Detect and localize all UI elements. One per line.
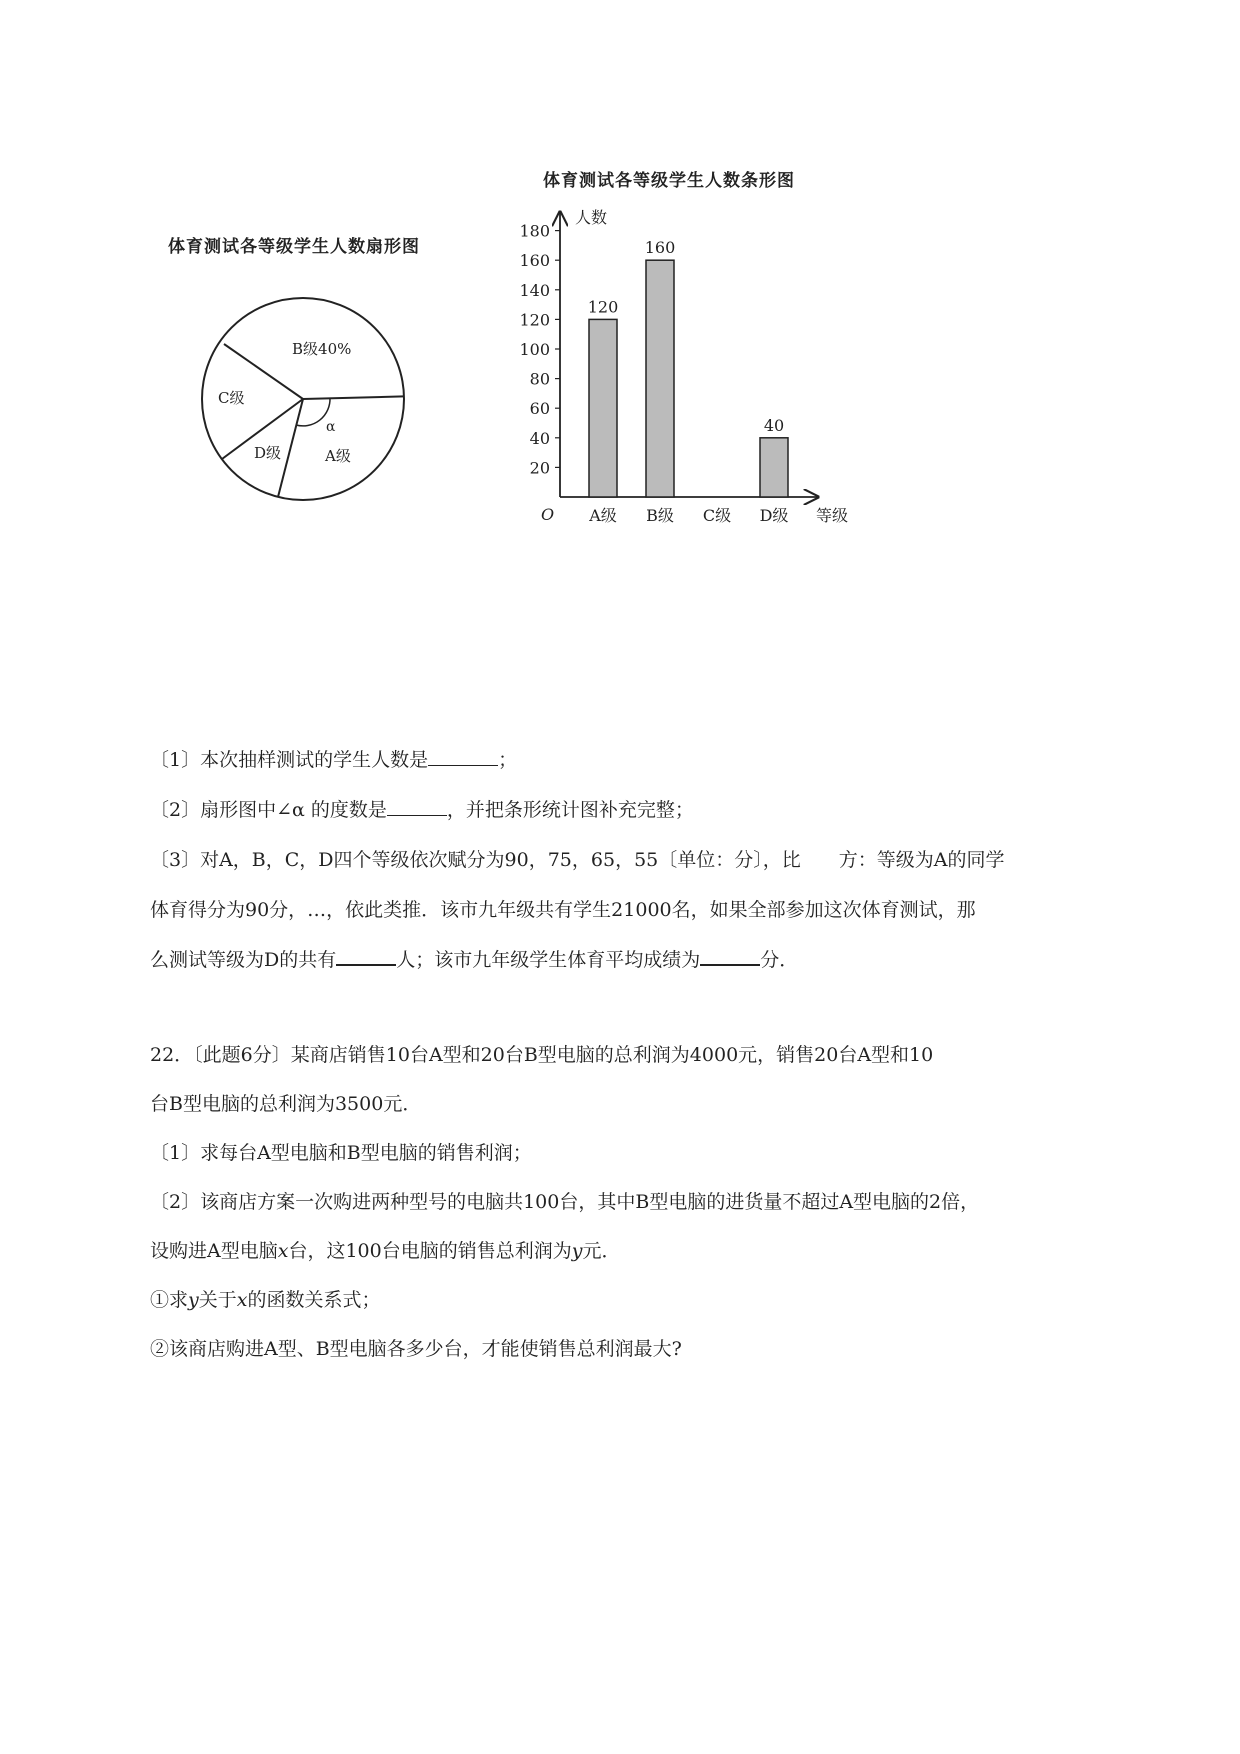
pie-label-a: A级 [325, 447, 351, 465]
q22-part2-line2 [150, 1237, 620, 1265]
y-tick-label: 140 [519, 280, 550, 300]
q22-subpart-a [150, 1286, 381, 1314]
x-axis-label: 等级 [816, 506, 849, 525]
q21-part1-end: ； [498, 749, 518, 771]
bar-chart [0, 0, 1240, 600]
q21-part3-text: 么测试等级为D的共有 [150, 949, 337, 971]
pie-chart-title: 体育测试各等级学生人数扇形图 [168, 237, 420, 257]
q21-part3-line3 [150, 946, 798, 974]
x-category-label: C级 [702, 506, 732, 525]
q22-part2-end: 元． [582, 1240, 621, 1262]
y-tick-label: 180 [519, 221, 550, 241]
var-y: y [188, 1289, 199, 1311]
q21-part3-mid: 人；该市九年级学生体育平均成绩为 [396, 949, 701, 971]
bar-chart-title: 体育测试各等级学生人数条形图 [543, 171, 795, 191]
q21-part3-line1: 〔3〕对A，B，C，D四个等级依次赋分为90，75，65，55〔单位：分〕，比 方：等级为A的同学 [150, 849, 1005, 871]
answer-blank [428, 747, 498, 766]
pie-label-alpha: α [326, 419, 336, 435]
q21-part3-line2: 体育得分为90分，…，依此类推．该市九年级共有学生21000名，如果全部参加这次体育测试，那 [150, 899, 976, 921]
q22-a-end: 的函数关系式； [247, 1289, 381, 1311]
answer-blank [387, 797, 447, 816]
q22-part2-line1: 〔2〕该商店方案一次购进两种型号的电脑共100台，其中B型电脑的进货量不超过A型电脑的2倍， [150, 1191, 980, 1213]
y-tick-label: 160 [519, 251, 550, 271]
var-y: y [571, 1240, 583, 1262]
y-axis-label: 人数 [575, 208, 608, 227]
y-tick-label: 60 [529, 399, 550, 419]
q22-line2: 台B型电脑的总利润为3500元． [150, 1093, 422, 1115]
bar-1 [646, 260, 674, 497]
q22-part1: 〔1〕求每台A型电脑和B型电脑的销售利润； [150, 1142, 532, 1164]
pie-label-b: B级40% [292, 340, 352, 358]
pie-label-d: D级 [254, 444, 282, 462]
pie-label-c: C级 [218, 389, 245, 407]
x-category-label: D级 [759, 506, 789, 525]
q21-part3-end: 分． [760, 949, 799, 971]
q22-a-text: ①求 [150, 1289, 189, 1311]
var-x: x [277, 1240, 289, 1262]
answer-blank [700, 946, 760, 966]
y-tick-label: 20 [529, 458, 550, 478]
x-category-label: A级 [589, 506, 617, 525]
q22-part2-mid: 台，这100台电脑的销售总利润为 [288, 1240, 572, 1262]
bar-value-label: 120 [587, 297, 619, 317]
q22-line1: 22．〔此题6分〕某商店销售10台A型和20台B型电脑的总利润为4000元，销售20台A型和10 [150, 1044, 934, 1066]
y-tick-label: 120 [519, 310, 550, 330]
origin-label: O [541, 505, 555, 524]
x-category-label: B级 [646, 506, 674, 525]
q21-part2 [150, 796, 694, 824]
q21-part2-text: 〔2〕扇形图中∠α 的度数是 [150, 799, 387, 821]
y-tick-label: 40 [529, 428, 550, 448]
q22-a-mid: 关于 [198, 1289, 237, 1311]
bar-0 [589, 319, 617, 497]
bar-3 [760, 438, 788, 497]
var-x: x [236, 1289, 248, 1311]
y-tick-label: 100 [519, 340, 550, 359]
q22-subpart-b: ②该商店购进A型、B型电脑各多少台，才能使销售总利润最大? [150, 1338, 682, 1360]
q21-part2-end: ，并把条形统计图补充完整； [446, 799, 694, 821]
y-tick-label: 80 [529, 369, 550, 389]
bar-value-label: 40 [763, 415, 785, 435]
q21-part1 [150, 746, 517, 774]
bar-value-label: 160 [644, 238, 676, 258]
q21-part1-text: 〔1〕本次抽样测试的学生人数是 [150, 749, 429, 771]
q22-part2-text: 设购进A型电脑 [150, 1240, 278, 1262]
answer-blank [336, 946, 396, 966]
